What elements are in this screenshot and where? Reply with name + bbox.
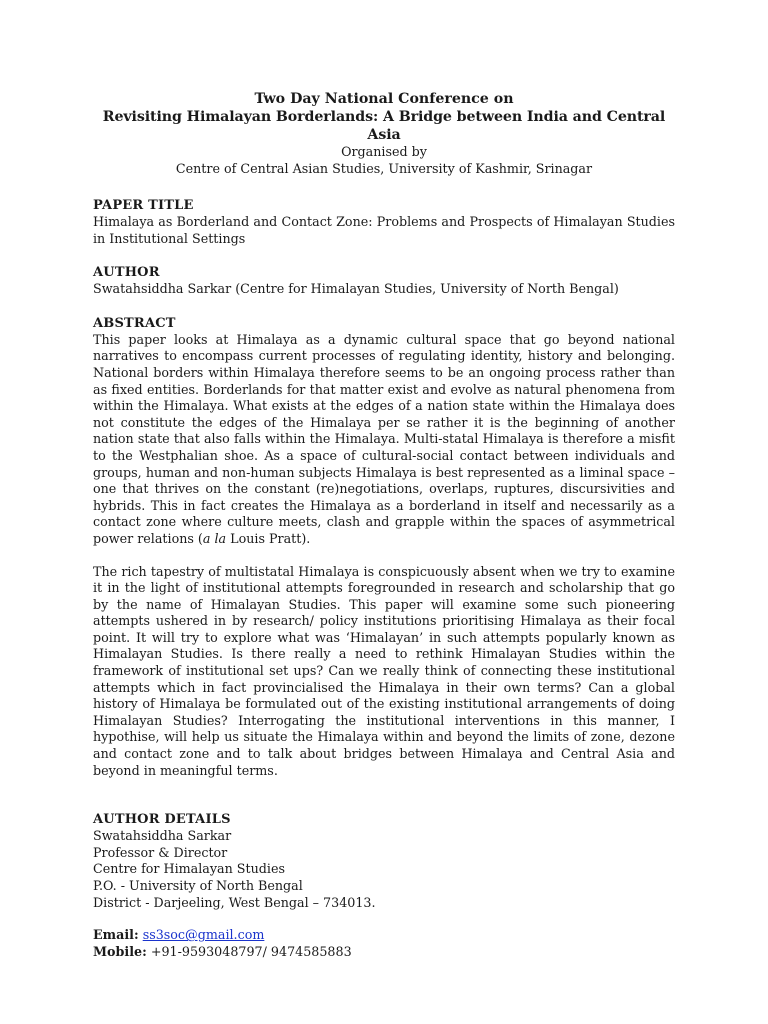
abstract-heading: ABSTRACT [93,315,176,331]
author-section [93,264,675,298]
paper-title-heading: PAPER TITLE [93,198,194,213]
author-heading: AUTHOR [93,265,160,281]
abstract-paragraph-1-end: Louis Pratt). [226,530,311,546]
conference-title: Two Day National Conference on [254,91,514,107]
abstract-paragraph-1-italic: a la [202,530,227,546]
author-text: Swatahsiddha Sarkar (Centre for Himalayan Studies, University of North Bengal) [93,281,619,297]
abstract-section [93,315,675,779]
conference-header [93,90,675,177]
mobile-number: +91-9593048797/ 9474585883 [150,943,352,959]
author-details-position: Professor & Director [93,844,228,860]
author-details-name: Swatahsiddha Sarkar [93,828,232,844]
abstract-paragraph-1-main: This paper looks at Himalaya as a dynamic cultural space that go beyond national narratives to encompass current processes of regulating identity, history and belonging. National borders within Himalaya therefore seems to be an ongoing process rather than as fixed entities. Borderlands for that matter exist and evolve as natural phenomena from within the Himalaya. What exists at the edges of a nation state within the Himalaya does not constitute the edges of the Himalaya per se rather it is the beginning of another nation state that also falls within the Himalaya. Multi-statal Himalaya is therefore a misfit to the Westphalian shoe. As a space of cultural-social contact between individuals and groups, human and non-human subjects Himalaya is best represented as a liminal space – one that thrives on the constant (re)negotiations, overlaps, ruptures, discursivities and hybrids. This in fact creates the Himalaya as a borderland in itself and necessarily as a contact zone where culture meets, clash and grapple within the spaces of asymmetrical power relations ( [93,331,675,546]
organiser-name: Centre of Central Asian Studies, University of Kashmir, Srinagar [175,160,593,176]
author-details-po: P.O. - University of North Bengal [93,878,303,893]
author-details-heading: AUTHOR DETAILS [93,812,231,828]
mobile-label: Mobile: [93,943,147,959]
document-page [93,90,675,960]
email-label: Email: [93,927,139,943]
mobile-line [93,944,675,961]
author-details-section [93,811,675,911]
abstract-paragraph-1 [93,332,675,548]
author-details-district: District - Darjeeling, West Bengal – 734013. [93,894,376,910]
organised-by-label: Organised by [341,144,427,159]
email-link[interactable]: ss3soc@gmail.com [142,927,265,943]
contact-section [93,927,675,960]
paper-title-section [93,197,675,247]
paper-title-text: Himalaya as Borderland and Contact Zone: Problems and Prospects of Himalayan Studies in Institutional Settings [93,214,675,246]
conference-subtitle: Revisiting Himalayan Borderlands: A Bridge between India and Central Asia [102,109,666,143]
abstract-paragraph-2: The rich tapestry of multistatal Himalaya is conspicuously absent when we try to examine it in the light of institutional attempts foregrounded in research and scholarship that go by the name of Himalayan Studies. This paper will examine some such pioneering attempts ushered in by research/ policy institutions prioritising Himalaya as their focal point. It will try to explore what was ‘Himalayan’ in such attempts popularly known as Himalayan Studies. Is there really a need to rethink Himalayan Studies within the framework of institutional set ups? Can we really think of connecting these institutional attempts which in fact provincialised the Himalaya in their own terms? Can a global history of Himalaya be formulated out of the existing institutional arrangements of doing Himalayan Studies? Interrogating the institutional interventions in this manner, I hypothise, will help us situate the Himalaya within and beyond the limits of zone, dezone and contact zone and to talk about bridges between Himalaya and Central Asia and beyond in meaningful terms. [93,563,675,778]
author-details-centre: Centre for Himalayan Studies [93,861,285,877]
email-line [93,927,675,944]
